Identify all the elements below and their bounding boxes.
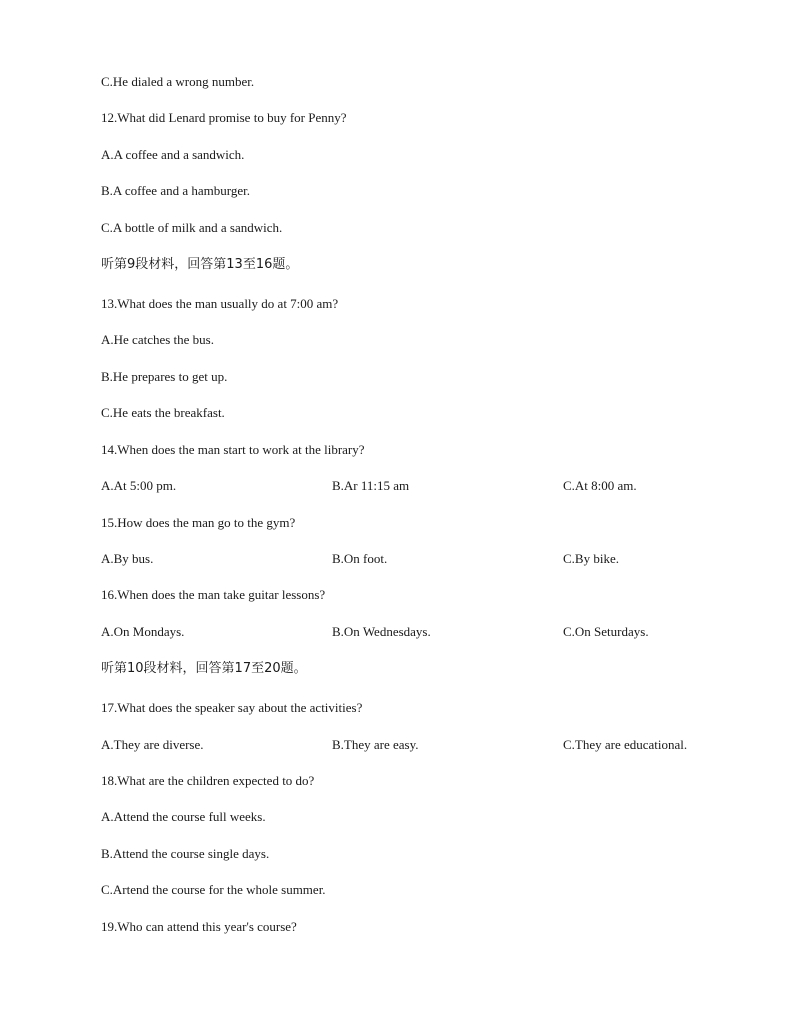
- option-14a: A.At 5:00 pm.: [101, 478, 177, 493]
- option-14c: C.At 8:00 am.: [563, 478, 637, 493]
- option-18c: C.Artend the course for the whole summer.: [101, 882, 326, 897]
- option-17a: A.They are diverse.: [101, 737, 204, 752]
- option-16c: C.On Seturdays.: [563, 624, 649, 639]
- question-13: 13.What does the man usually do at 7:00 am?: [101, 296, 339, 311]
- option-17b: B.They are easy.: [332, 737, 419, 752]
- question-17: 17.What does the speaker say about the activities?: [101, 700, 363, 715]
- option-16a: A.On Mondays.: [101, 624, 185, 639]
- option-11c: C.He dialed a wrong number.: [101, 74, 255, 89]
- option-13a: A.He catches the bus.: [101, 332, 214, 347]
- options-row-14: [0, 478, 794, 494]
- question-15: 15.How does the man go to the gym?: [101, 515, 296, 530]
- question-14: 14.When does the man start to work at the library?: [101, 442, 365, 457]
- option-15c: C.By bike.: [563, 551, 619, 566]
- question-18: 18.What are the children expected to do?: [101, 773, 315, 788]
- option-14b: B.Ar 11:15 am: [332, 478, 410, 493]
- options-row-16: [0, 624, 794, 640]
- option-15b: B.On foot.: [332, 551, 388, 566]
- question-12: 12.What did Lenard promise to buy for Penny?: [101, 110, 347, 125]
- option-17c: C.They are educational.: [563, 737, 688, 752]
- option-18a: A.Attend the course full weeks.: [101, 809, 266, 824]
- option-13b: B.He prepares to get up.: [101, 369, 228, 384]
- option-16b: B.On Wednesdays.: [332, 624, 431, 639]
- option-15a: A.By bus.: [101, 551, 154, 566]
- option-12a: A.A coffee and a sandwich.: [101, 147, 245, 162]
- option-12b: B.A coffee and a hamburger.: [101, 183, 250, 198]
- options-row-15: [0, 551, 794, 567]
- section-heading-10: 听第10段材料，回答第17至20题。: [101, 661, 307, 676]
- section-heading-9: 听第9段材料，回答第13至16题。: [101, 257, 299, 272]
- option-12c: C.A bottle of milk and a sandwich.: [101, 220, 283, 235]
- question-16: 16.When does the man take guitar lessons?: [101, 587, 326, 602]
- question-19: 19.Who can attend this year's course?: [101, 919, 297, 934]
- option-18b: B.Attend the course single days.: [101, 846, 270, 861]
- options-row-17: [0, 737, 794, 753]
- option-13c: C.He eats the breakfast.: [101, 405, 225, 420]
